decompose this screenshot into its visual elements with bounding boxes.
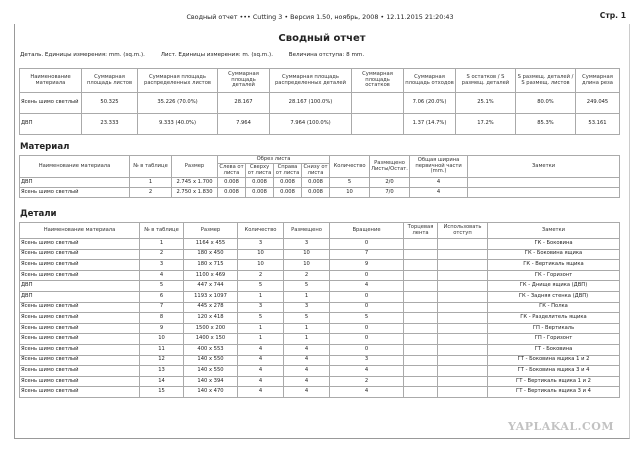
details-cell: 5	[284, 313, 330, 324]
summary-cell: 28.167	[218, 93, 270, 114]
details-cell: 3	[238, 239, 284, 250]
details-cell: 15	[140, 387, 184, 398]
summary-cell	[352, 114, 404, 135]
details-cell: 140 x 550	[184, 355, 238, 366]
details-cell: 5	[284, 281, 330, 292]
details-cell	[438, 344, 488, 355]
details-cell: Ясень шимо светлый	[20, 387, 140, 398]
details-cell: ДВП	[20, 291, 140, 302]
material-cell: 7/0	[370, 188, 410, 198]
material-cell: 0.008	[246, 178, 274, 188]
details-cell: ГК - Полка	[488, 302, 620, 313]
details-cell: ГТ - Боковина	[488, 344, 620, 355]
details-cell: 1	[284, 334, 330, 345]
details-cell: ГК - Разделитель ящика	[488, 313, 620, 324]
details-cell: 4	[284, 366, 330, 377]
details-section-title: Детали	[20, 209, 57, 219]
details-cell: 0	[330, 291, 404, 302]
details-cell: 180 x 715	[184, 260, 238, 271]
details-cell: 120 x 418	[184, 313, 238, 324]
details-cell	[438, 291, 488, 302]
document-info: Сводный отчет ••• Cutting 3 • Версия 1.50, ноябрь, 2008 • 12.11.2015 21:20:43	[186, 13, 454, 21]
material-col-notes: Заметки	[468, 156, 620, 178]
summary-col-header: Суммарная площадь отходов	[404, 69, 456, 93]
material-cell: 0.008	[302, 178, 330, 188]
details-cell: 11	[140, 344, 184, 355]
material-col-num: № в таблице	[130, 156, 172, 178]
material-body	[20, 178, 620, 198]
material-cell: ДВП	[20, 178, 130, 188]
details-cell: 1	[238, 334, 284, 345]
summary-col-header: Наименование материала	[20, 69, 82, 93]
details-cell	[438, 270, 488, 281]
summary-cell: 85.3%	[516, 114, 576, 135]
details-cell	[404, 313, 438, 324]
details-cell: 0	[330, 323, 404, 334]
details-row	[20, 334, 620, 345]
details-col-header: Наименование материала	[20, 223, 140, 239]
details-cell	[438, 249, 488, 260]
details-cell: 4	[284, 387, 330, 398]
details-cell: 2	[330, 376, 404, 387]
details-cell: 5	[238, 281, 284, 292]
summary-cell: 80.0%	[516, 93, 576, 114]
details-cell	[438, 239, 488, 250]
summary-table	[19, 68, 620, 135]
details-cell: 4	[284, 376, 330, 387]
details-cell: 4	[284, 355, 330, 366]
material-cell	[468, 178, 620, 188]
details-col-header: Использовать отступ	[438, 223, 488, 239]
details-cell: 1500 x 200	[184, 323, 238, 334]
summary-cell: 7.964	[218, 114, 270, 135]
material-section-title: Материал	[20, 142, 70, 152]
details-cell: ГК - Днище ящика (ДВП)	[488, 281, 620, 292]
material-row	[20, 178, 620, 188]
details-cell	[404, 344, 438, 355]
details-cell: 140 x 470	[184, 387, 238, 398]
details-cell: 10	[284, 249, 330, 260]
details-cell: 4	[284, 344, 330, 355]
details-cell: 2	[140, 249, 184, 260]
details-cell	[404, 249, 438, 260]
details-cell: 4	[140, 270, 184, 281]
report-sheet	[14, 24, 630, 439]
details-row	[20, 291, 620, 302]
material-col-placed: Размещено Листы/Остат.	[370, 156, 410, 178]
details-cell: Ясень шимо светлый	[20, 323, 140, 334]
units-line	[20, 52, 378, 58]
details-row	[20, 249, 620, 260]
details-cell: 4	[238, 355, 284, 366]
details-cell: ГТ - Боковина ящика 1 и 2	[488, 355, 620, 366]
detail-units: Деталь. Единицы измерения: mm. (sq.m.).	[20, 52, 145, 58]
summary-header-row	[20, 69, 620, 93]
material-cell: 5	[330, 178, 370, 188]
details-cell: Ясень шимо светлый	[20, 239, 140, 250]
kerf-value: Величина отступа: 8 mm.	[288, 52, 365, 58]
details-row	[20, 355, 620, 366]
details-cell: 8	[140, 313, 184, 324]
details-cell: ГК - Вертикаль ящика	[488, 260, 620, 271]
summary-cell	[352, 93, 404, 114]
material-cell: 0.008	[246, 188, 274, 198]
details-cell: ГТ - Вертикаль ящика 1 и 2	[488, 376, 620, 387]
summary-cell: 53.161	[576, 114, 620, 135]
material-cell: 0.008	[274, 188, 302, 198]
details-cell: 140 x 394	[184, 376, 238, 387]
details-cell: 140 x 550	[184, 366, 238, 377]
details-cell: Ясень шимо светлый	[20, 302, 140, 313]
material-cell: 0.008	[218, 188, 246, 198]
summary-row	[20, 93, 620, 114]
material-col-trim-group: Обрез листа	[218, 156, 330, 164]
details-cell	[404, 355, 438, 366]
material-col-trim-bottom: Снизу от листа	[303, 163, 328, 176]
summary-cell: 25.1%	[456, 93, 516, 114]
details-cell: ГТ - Вертикаль ящика 3 и 4	[488, 387, 620, 398]
details-cell: 4	[238, 387, 284, 398]
material-col-trim-right: Справа от листа	[274, 164, 302, 178]
summary-col-header: S размещ. деталей / S размещ. листов	[516, 69, 576, 93]
details-cell	[438, 313, 488, 324]
details-cell: 9	[330, 260, 404, 271]
summary-col-header: Суммарная площадь деталей	[218, 69, 270, 93]
details-cell: 0	[330, 270, 404, 281]
details-cell	[404, 260, 438, 271]
summary-cell: 28.167 (100.0%)	[270, 93, 352, 114]
details-cell: 7	[330, 249, 404, 260]
material-cell	[468, 188, 620, 198]
details-cell: Ясень шимо светлый	[20, 334, 140, 345]
details-cell: ДВП	[20, 281, 140, 292]
details-cell: ГК - Боковина	[488, 239, 620, 250]
details-cell: 10	[140, 334, 184, 345]
details-col-header: Размещено	[284, 223, 330, 239]
details-cell: 6	[140, 291, 184, 302]
details-cell: 0	[330, 334, 404, 345]
summary-cell: ДВП	[20, 114, 82, 135]
details-row	[20, 260, 620, 271]
material-cell: 4	[410, 178, 468, 188]
details-cell: 5	[238, 313, 284, 324]
details-cell: Ясень шимо светлый	[20, 249, 140, 260]
details-col-header: № в таблице	[140, 223, 184, 239]
summary-cell: Ясень шимо светлый	[20, 93, 82, 114]
summary-cell: 17.2%	[456, 114, 516, 135]
details-cell	[438, 323, 488, 334]
details-cell: ГК - Боковина ящика	[488, 249, 620, 260]
details-cell: 4	[238, 376, 284, 387]
material-col-qty: Количество	[330, 156, 370, 178]
material-table	[19, 155, 620, 198]
details-cell: 447 x 744	[184, 281, 238, 292]
watermark: YAPLAKAL.COM	[508, 420, 614, 433]
details-cell: 4	[330, 366, 404, 377]
details-row	[20, 270, 620, 281]
summary-cell: 23.333	[82, 114, 138, 135]
details-cell: 1100 x 469	[184, 270, 238, 281]
details-cell	[438, 366, 488, 377]
details-cell: 10	[238, 260, 284, 271]
details-cell: Ясень шимо светлый	[20, 260, 140, 271]
details-cell: Ясень шимо светлый	[20, 376, 140, 387]
summary-cell: 7.964 (100.0%)	[270, 114, 352, 135]
material-cell: 2/0	[370, 178, 410, 188]
material-cell: 1	[130, 178, 172, 188]
details-row	[20, 366, 620, 377]
material-cell: Ясень шимо светлый	[20, 188, 130, 198]
material-cell: 0.008	[218, 178, 246, 188]
details-cell	[438, 281, 488, 292]
summary-col-header: Суммарная площадь распределенных деталей	[270, 69, 352, 93]
details-row	[20, 281, 620, 292]
details-table	[19, 222, 620, 398]
details-row	[20, 302, 620, 313]
details-cell: 12	[140, 355, 184, 366]
summary-cell: 9.333 (40.0%)	[138, 114, 218, 135]
details-cell	[438, 376, 488, 387]
material-cell: 2	[130, 188, 172, 198]
details-cell: 7	[140, 302, 184, 313]
details-cell	[404, 376, 438, 387]
details-cell: ГК - Задняя стенка (ДВП)	[488, 291, 620, 302]
details-body	[20, 239, 620, 398]
material-col-name: Наименование материала	[20, 156, 130, 178]
details-cell: Ясень шимо светлый	[20, 344, 140, 355]
material-cell: 10	[330, 188, 370, 198]
material-cell: 2.750 x 1.830	[172, 188, 218, 198]
details-row	[20, 313, 620, 324]
details-col-header: Вращение	[330, 223, 404, 239]
summary-cell: 249.045	[576, 93, 620, 114]
details-cell	[404, 387, 438, 398]
summary-cell: 35.226 (70.0%)	[138, 93, 218, 114]
details-cell: 180 x 450	[184, 249, 238, 260]
details-cell	[438, 334, 488, 345]
material-cell: 4	[410, 188, 468, 198]
material-cell: 2.745 x 1.700	[172, 178, 218, 188]
details-col-header: Количество	[238, 223, 284, 239]
page-number: Стр. 1	[599, 11, 626, 20]
details-cell: Ясень шимо светлый	[20, 355, 140, 366]
details-cell: ГТ - Боковина ящика 3 и 4	[488, 366, 620, 377]
details-cell: ГК - Горизонт	[488, 270, 620, 281]
summary-cell: 50.325	[82, 93, 138, 114]
material-cell: 0.008	[274, 178, 302, 188]
details-row	[20, 239, 620, 250]
details-cell	[404, 334, 438, 345]
details-cell: 0	[330, 344, 404, 355]
details-cell	[438, 355, 488, 366]
details-row	[20, 376, 620, 387]
details-cell: 9	[140, 323, 184, 334]
details-cell: Ясень шимо светлый	[20, 313, 140, 324]
details-cell: 4	[238, 366, 284, 377]
details-header-row	[20, 223, 620, 239]
details-cell: 10	[238, 249, 284, 260]
details-cell	[404, 323, 438, 334]
details-cell: 3	[330, 355, 404, 366]
details-cell: 4	[238, 344, 284, 355]
details-cell: 400 x 553	[184, 344, 238, 355]
details-cell: 10	[284, 260, 330, 271]
details-col-header: Торцевая лента	[404, 223, 438, 239]
details-cell: 1	[140, 239, 184, 250]
details-cell: 3	[238, 302, 284, 313]
material-row	[20, 188, 620, 198]
details-cell: 4	[330, 281, 404, 292]
details-cell	[404, 281, 438, 292]
details-cell: 3	[140, 260, 184, 271]
material-header-row-1	[20, 156, 620, 164]
report-title: Сводный отчет	[278, 33, 366, 44]
details-row	[20, 323, 620, 334]
details-cell: Ясень шимо светлый	[20, 270, 140, 281]
details-row	[20, 344, 620, 355]
details-cell	[404, 302, 438, 313]
summary-cell: 7.06 (20.0%)	[404, 93, 456, 114]
details-cell: 1	[284, 291, 330, 302]
details-cell: ГП - Горизонт	[488, 334, 620, 345]
details-cell: 5	[140, 281, 184, 292]
details-cell: 14	[140, 376, 184, 387]
details-cell: 0	[330, 239, 404, 250]
details-col-header: Заметки	[488, 223, 620, 239]
details-cell: 13	[140, 366, 184, 377]
details-cell	[438, 387, 488, 398]
summary-col-header: Суммарная площадь остатков	[352, 69, 404, 93]
details-row	[20, 387, 620, 398]
details-cell: Ясень шимо светлый	[20, 366, 140, 377]
material-cell: 0.008	[302, 188, 330, 198]
details-cell: 445 x 278	[184, 302, 238, 313]
summary-body	[20, 93, 620, 135]
details-cell: ГП - Вертикаль	[488, 323, 620, 334]
details-cell: 1	[238, 323, 284, 334]
material-col-trim-top: Сверху от листа	[246, 164, 274, 178]
sheet-units: Лист. Единицы измерения: m. (sq.m.).	[160, 52, 273, 58]
material-col-width: Общая ширина первичной части (mm.)	[410, 156, 468, 178]
details-col-header: Размер	[184, 223, 238, 239]
summary-col-header: S остатков / S размещ. деталей	[456, 69, 516, 93]
details-cell: 5	[330, 313, 404, 324]
details-cell	[404, 291, 438, 302]
material-col-trim-left: Слева от листа	[219, 163, 244, 176]
details-cell: 4	[330, 387, 404, 398]
summary-col-header: Суммарная площадь листов	[82, 69, 138, 93]
summary-row	[20, 114, 620, 135]
details-cell: 0	[330, 302, 404, 313]
details-cell: 3	[284, 239, 330, 250]
details-cell	[438, 260, 488, 271]
summary-col-header: Суммарная длина реза	[576, 69, 620, 93]
details-cell: 1	[284, 323, 330, 334]
details-cell: 3	[284, 302, 330, 313]
details-cell	[404, 366, 438, 377]
details-cell: 1	[238, 291, 284, 302]
details-cell	[438, 302, 488, 313]
details-cell: 1400 x 150	[184, 334, 238, 345]
details-cell: 2	[284, 270, 330, 281]
details-cell: 2	[238, 270, 284, 281]
details-cell	[404, 270, 438, 281]
details-cell: 1193 x 1097	[184, 291, 238, 302]
summary-col-header: Суммарная площадь распределенных листов	[138, 69, 218, 93]
details-cell: 1164 x 455	[184, 239, 238, 250]
details-cell	[404, 239, 438, 250]
material-col-size: Размер	[172, 156, 218, 178]
summary-cell: 1.37 (14.7%)	[404, 114, 456, 135]
